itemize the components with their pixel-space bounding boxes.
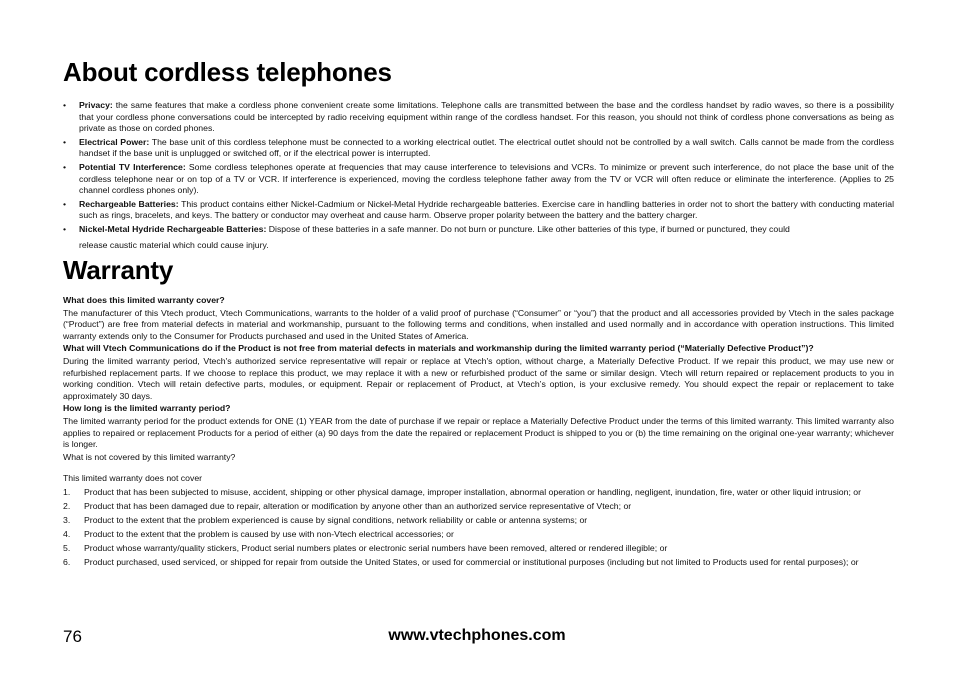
warranty-heading: Warranty <box>63 255 174 285</box>
question-warranty-period: How long is the limited warranty period? <box>63 403 231 414</box>
exclusion-item <box>63 487 894 499</box>
bullet-label: Nickel-Metal Hydride Rechargeable Batteries: <box>79 223 267 234</box>
about-bullet-list <box>63 100 894 253</box>
answer-defective-product: During the limited warranty period, Vtech's authorized service representative will repair or replace at Vtech's option, without charge, a Materially Defective Product. If we repair this product, we may use new or refurbished replacement parts. If we choose to replace this product, we may replace it with a new or refurbished product of the same or similar design. Vtech will return repaired or replacement products to you in working condition. Vtech will retain defective parts, modules, or equipment. Repair or replacement of Product, at Vtech’s option, is your exclusive remedy. You should expect the repair or replacement to take approximately 30 days. <box>63 355 894 401</box>
exclusion-list <box>63 487 894 569</box>
question-coverage: What does this limited warranty cover? <box>63 295 225 305</box>
exclusion-item <box>63 557 894 569</box>
not-covered-intro: This limited warranty does not cover <box>63 473 203 484</box>
answer-warranty-period: The limited warranty period for the product extends for ONE (1) YEAR from the date of purchase if we repair or replace a Materially Defective Product under the terms of this limited warranty. This limited warranty also applies to repaired or replacement Products for a period of either (a) 90 days from the date the repaired or replacement Product is shipped to you or (b) the time remaining on the original one-year warranty; whichever is longer. <box>63 415 894 450</box>
exclusion-item <box>63 543 894 555</box>
about-heading: About cordless telephones <box>63 57 392 87</box>
exclusion-number: 4. <box>63 529 71 540</box>
warranty-body <box>63 295 894 571</box>
exclusion-text: Product purchased, used serviced, or shipped for repair from outside the United States, or used for commercial or institutional purposes (including but not limited to Products used for rental purposes); or <box>84 557 859 568</box>
bullet-label: Potential TV Interference: <box>79 161 186 172</box>
exclusion-text: Product to the extent that the problem is caused by use with non-Vtech electrical accessories; or <box>84 529 454 540</box>
bullet-label: Electrical Power: <box>79 136 150 147</box>
bullet-text: the same features that make a cordless phone convenient create some limitations. Telephone calls are transmitted between the base and the cordless handset by radio waves, so there is a possibility that your cordless phone conversations could be intercepted by radio receiving equipment within range of the cordless handset. For this reason, you should not think of cordless phone conversations as being as private as those on corded phones. <box>79 100 894 134</box>
exclusion-item <box>63 515 894 527</box>
bullet-label: Privacy: <box>79 100 113 110</box>
exclusion-text: Product that has been subjected to misuse, accident, shipping or other physical damage, improper installation, abnormal operation or handling, negligent, inundation, fire, water or other liquid intrusion; or <box>84 486 862 497</box>
bullet-text: This product contains either Nickel-Cadmium or Nickel-Metal Hydride rechargeable batteries. Exercise care in handling batteries in order not to short the battery with conducting material such as rings, bracelets, and keys. The battery or conductor may overheat and cause harm. Observe proper polarity between the battery and the battery charger. <box>79 198 894 221</box>
bullet-text: Some cordless telephones operate at frequencies that may cause interference to televisions and VCRs. To minimize or prevent such interference, do not place the base unit of the cordless telephone near or on top of a TV or VCR. If interference is experienced, moving the cordless telephone father away from the TV or VCR will often reduce or eliminate the interference. (Applies to 25 channel cordless phones only). <box>79 161 894 196</box>
exclusion-item <box>63 529 894 541</box>
answer-coverage: The manufacturer of this Vtech product, Vtech Communications, warrants to the holder of a valid proof of purchase (“Consumer” or “you”) that the product and all accessories provided by Vtech in the sales package (“Product”) are free from material defects in material and workmanship, pursuant to the following terms and conditions, when installed and used normally and in accordance with operation instructions. This limited warranty extends only to the Consumer for Products purchased and used in the United States of America. <box>63 307 894 341</box>
exclusion-number: 2. <box>63 501 71 511</box>
bullet-text-continued: release caustic material which could cause injury. <box>79 239 269 250</box>
exclusion-number: 3. <box>63 515 71 526</box>
exclusion-text: Product that has been damaged due to repair, alteration or modification by anyone other than an authorized service representative of Vtech; or <box>84 501 632 511</box>
bullet-text: The base unit of this cordless telephone must be connected to a working electrical outlet. The electrical outlet should not be controlled by a wall switch. Calls cannot be made from the cordless handset if the base unit is unplugged or switched off, or if the electrical power is interrupted. <box>79 136 894 159</box>
bullet-label: Rechargeable Batteries: <box>79 198 179 209</box>
spacer <box>63 464 894 473</box>
exclusion-text: Product to the extent that the problem experienced is cause by signal conditions, network reliability or cable or antenna systems; or <box>84 515 588 526</box>
exclusion-number: 1. <box>63 486 71 497</box>
bullet-electrical-power <box>63 137 894 160</box>
bullet-tv-interference <box>63 162 894 197</box>
bullet-nimh-batteries <box>63 224 894 251</box>
exclusion-text: Product whose warranty/quality stickers, Product serial numbers plates or electronic serial numbers have been removed, altered or rendered illegible; or <box>84 543 668 554</box>
bullet-text: Dispose of these batteries in a safe manner. Do not burn or puncture. Like other batteries of this type, if burned or punctured, they could <box>266 223 790 234</box>
exclusion-item <box>63 501 894 513</box>
page-number: 76 <box>63 627 82 646</box>
question-defective-product: What will Vtech Communications do if the Product is not free from material defects in materials and workmanship during the limited warranty period (“Materially Defective Product”)? <box>63 343 814 354</box>
exclusion-number: 6. <box>63 557 71 568</box>
question-not-covered: What is not covered by this limited warranty? <box>63 451 236 462</box>
bullet-rechargeable-batteries <box>63 199 894 222</box>
bullet-privacy <box>63 100 894 135</box>
footer-website-url: www.vtechphones.com <box>388 627 566 644</box>
exclusion-number: 5. <box>63 543 71 554</box>
